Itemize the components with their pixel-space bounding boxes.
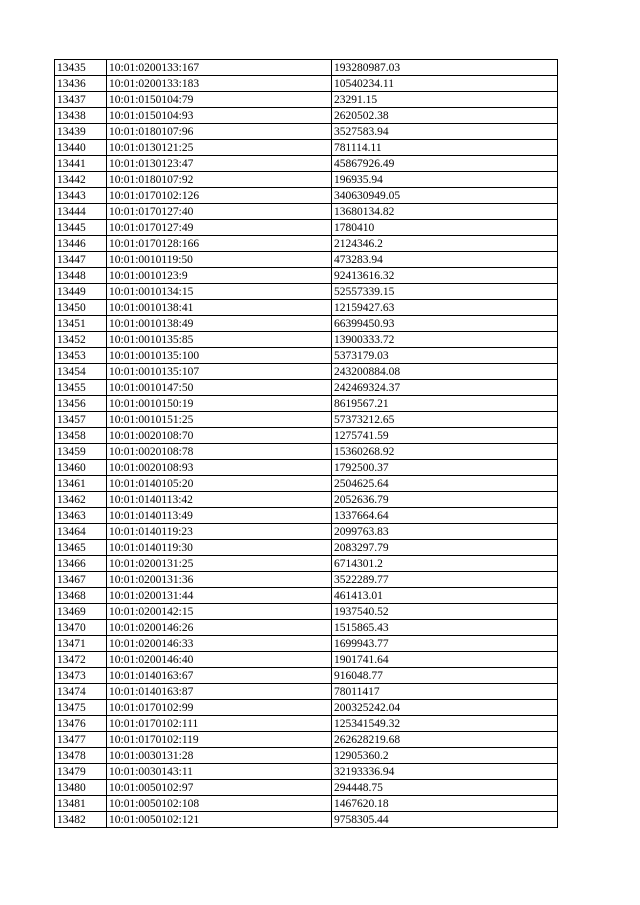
value-cell: 15360268.92 bbox=[332, 444, 558, 460]
cadastral-number-cell: 10:01:0200146:26 bbox=[107, 620, 332, 636]
row-number-cell: 13481 bbox=[55, 796, 107, 812]
value-cell: 5373179.03 bbox=[332, 348, 558, 364]
value-cell: 2504625.64 bbox=[332, 476, 558, 492]
row-number-cell: 13436 bbox=[55, 76, 107, 92]
row-number-cell: 13461 bbox=[55, 476, 107, 492]
row-number-cell: 13448 bbox=[55, 268, 107, 284]
table-row bbox=[55, 380, 558, 396]
table-row bbox=[55, 604, 558, 620]
cadastral-number-cell: 10:01:0130123:47 bbox=[107, 156, 332, 172]
table-row bbox=[55, 524, 558, 540]
value-cell: 1792500.37 bbox=[332, 460, 558, 476]
value-cell: 125341549.32 bbox=[332, 716, 558, 732]
table-body bbox=[55, 60, 558, 828]
table-row bbox=[55, 780, 558, 796]
table-row bbox=[55, 332, 558, 348]
value-cell: 1901741.64 bbox=[332, 652, 558, 668]
table-row bbox=[55, 732, 558, 748]
table-row bbox=[55, 812, 558, 828]
table-row bbox=[55, 444, 558, 460]
value-cell: 1699943.77 bbox=[332, 636, 558, 652]
row-number-cell: 13468 bbox=[55, 588, 107, 604]
value-cell: 2124346.2 bbox=[332, 236, 558, 252]
row-number-cell: 13466 bbox=[55, 556, 107, 572]
cadastral-number-cell: 10:01:0050102:121 bbox=[107, 812, 332, 828]
table-row bbox=[55, 364, 558, 380]
row-number-cell: 13463 bbox=[55, 508, 107, 524]
table-row bbox=[55, 316, 558, 332]
value-cell: 6714301.2 bbox=[332, 556, 558, 572]
cadastral-number-cell: 10:01:0020108:93 bbox=[107, 460, 332, 476]
table-row bbox=[55, 684, 558, 700]
table-row bbox=[55, 556, 558, 572]
table-row bbox=[55, 300, 558, 316]
table-row bbox=[55, 668, 558, 684]
table-row bbox=[55, 508, 558, 524]
table-row bbox=[55, 540, 558, 556]
cadastral-number-cell: 10:01:0010123:9 bbox=[107, 268, 332, 284]
value-cell: 8619567.21 bbox=[332, 396, 558, 412]
table-row bbox=[55, 92, 558, 108]
row-number-cell: 13477 bbox=[55, 732, 107, 748]
cadastral-number-cell: 10:01:0170102:111 bbox=[107, 716, 332, 732]
table-row bbox=[55, 140, 558, 156]
cadastral-number-cell: 10:01:0010151:25 bbox=[107, 412, 332, 428]
cadastral-number-cell: 10:01:0140113:42 bbox=[107, 492, 332, 508]
cadastral-number-cell: 10:01:0140113:49 bbox=[107, 508, 332, 524]
cadastral-number-cell: 10:01:0140105:20 bbox=[107, 476, 332, 492]
table-row bbox=[55, 76, 558, 92]
cadastral-number-cell: 10:01:0010147:50 bbox=[107, 380, 332, 396]
row-number-cell: 13457 bbox=[55, 412, 107, 428]
row-number-cell: 13444 bbox=[55, 204, 107, 220]
cadastral-number-cell: 10:01:0010135:100 bbox=[107, 348, 332, 364]
row-number-cell: 13475 bbox=[55, 700, 107, 716]
value-cell: 3522289.77 bbox=[332, 572, 558, 588]
row-number-cell: 13482 bbox=[55, 812, 107, 828]
table-row bbox=[55, 188, 558, 204]
value-cell: 3527583.94 bbox=[332, 124, 558, 140]
row-number-cell: 13441 bbox=[55, 156, 107, 172]
value-cell: 781114.11 bbox=[332, 140, 558, 156]
value-cell: 57373212.65 bbox=[332, 412, 558, 428]
row-number-cell: 13474 bbox=[55, 684, 107, 700]
cadastral-number-cell: 10:01:0140119:23 bbox=[107, 524, 332, 540]
cadastral-number-cell: 10:01:0170127:49 bbox=[107, 220, 332, 236]
cadastral-number-cell: 10:01:0200133:183 bbox=[107, 76, 332, 92]
cadastral-number-cell: 10:01:0020108:78 bbox=[107, 444, 332, 460]
table-row bbox=[55, 460, 558, 476]
row-number-cell: 13445 bbox=[55, 220, 107, 236]
value-cell: 1937540.52 bbox=[332, 604, 558, 620]
row-number-cell: 13455 bbox=[55, 380, 107, 396]
table-row bbox=[55, 284, 558, 300]
cadastral-number-cell: 10:01:0200133:167 bbox=[107, 60, 332, 76]
value-cell: 1275741.59 bbox=[332, 428, 558, 444]
cadastral-number-cell: 10:01:0150104:93 bbox=[107, 108, 332, 124]
value-cell: 2099763.83 bbox=[332, 524, 558, 540]
value-cell: 32193336.94 bbox=[332, 764, 558, 780]
cadastral-number-cell: 10:01:0150104:79 bbox=[107, 92, 332, 108]
value-cell: 1337664.64 bbox=[332, 508, 558, 524]
value-cell: 242469324.37 bbox=[332, 380, 558, 396]
cadastral-number-cell: 10:01:0200131:25 bbox=[107, 556, 332, 572]
table-row bbox=[55, 396, 558, 412]
row-number-cell: 13478 bbox=[55, 748, 107, 764]
cadastral-number-cell: 10:01:0010138:49 bbox=[107, 316, 332, 332]
table-row bbox=[55, 748, 558, 764]
cadastral-number-cell: 10:01:0140163:87 bbox=[107, 684, 332, 700]
cadastral-number-cell: 10:01:0200131:36 bbox=[107, 572, 332, 588]
row-number-cell: 13437 bbox=[55, 92, 107, 108]
row-number-cell: 13458 bbox=[55, 428, 107, 444]
cadastral-number-cell: 10:01:0010134:15 bbox=[107, 284, 332, 300]
cadastral-number-cell: 10:01:0140119:30 bbox=[107, 540, 332, 556]
cadastral-number-cell: 10:01:0050102:97 bbox=[107, 780, 332, 796]
cadastral-number-cell: 10:01:0180107:96 bbox=[107, 124, 332, 140]
row-number-cell: 13452 bbox=[55, 332, 107, 348]
row-number-cell: 13450 bbox=[55, 300, 107, 316]
cadastral-number-cell: 10:01:0020108:70 bbox=[107, 428, 332, 444]
value-cell: 340630949.05 bbox=[332, 188, 558, 204]
row-number-cell: 13472 bbox=[55, 652, 107, 668]
row-number-cell: 13442 bbox=[55, 172, 107, 188]
cadastral-number-cell: 10:01:0170127:40 bbox=[107, 204, 332, 220]
table-row bbox=[55, 428, 558, 444]
table-row bbox=[55, 348, 558, 364]
value-cell: 916048.77 bbox=[332, 668, 558, 684]
cadastral-number-cell: 10:01:0010138:41 bbox=[107, 300, 332, 316]
row-number-cell: 13454 bbox=[55, 364, 107, 380]
row-number-cell: 13447 bbox=[55, 252, 107, 268]
table-row bbox=[55, 268, 558, 284]
value-cell: 92413616.32 bbox=[332, 268, 558, 284]
value-cell: 10540234.11 bbox=[332, 76, 558, 92]
cadastral-number-cell: 10:01:0200146:33 bbox=[107, 636, 332, 652]
table-row bbox=[55, 236, 558, 252]
value-cell: 294448.75 bbox=[332, 780, 558, 796]
row-number-cell: 13467 bbox=[55, 572, 107, 588]
cadastral-number-cell: 10:01:0130121:25 bbox=[107, 140, 332, 156]
table-row bbox=[55, 204, 558, 220]
table-row bbox=[55, 412, 558, 428]
cadastral-number-cell: 10:01:0200146:40 bbox=[107, 652, 332, 668]
value-cell: 196935.94 bbox=[332, 172, 558, 188]
value-cell: 52557339.15 bbox=[332, 284, 558, 300]
table-row bbox=[55, 700, 558, 716]
table-row bbox=[55, 252, 558, 268]
table-row bbox=[55, 124, 558, 140]
row-number-cell: 13446 bbox=[55, 236, 107, 252]
table-row bbox=[55, 476, 558, 492]
value-cell: 2083297.79 bbox=[332, 540, 558, 556]
value-cell: 23291.15 bbox=[332, 92, 558, 108]
value-cell: 9758305.44 bbox=[332, 812, 558, 828]
table-row bbox=[55, 60, 558, 76]
cadastral-number-cell: 10:01:0010135:85 bbox=[107, 332, 332, 348]
value-cell: 1780410 bbox=[332, 220, 558, 236]
table-row bbox=[55, 588, 558, 604]
table-row bbox=[55, 620, 558, 636]
cadastral-number-cell: 10:01:0010135:107 bbox=[107, 364, 332, 380]
table-row bbox=[55, 156, 558, 172]
row-number-cell: 13465 bbox=[55, 540, 107, 556]
row-number-cell: 13469 bbox=[55, 604, 107, 620]
row-number-cell: 13460 bbox=[55, 460, 107, 476]
value-cell: 473283.94 bbox=[332, 252, 558, 268]
table-row bbox=[55, 796, 558, 812]
row-number-cell: 13479 bbox=[55, 764, 107, 780]
value-cell: 45867926.49 bbox=[332, 156, 558, 172]
table-row bbox=[55, 492, 558, 508]
value-cell: 1515865.43 bbox=[332, 620, 558, 636]
table-row bbox=[55, 652, 558, 668]
row-number-cell: 13462 bbox=[55, 492, 107, 508]
row-number-cell: 13473 bbox=[55, 668, 107, 684]
table-row bbox=[55, 172, 558, 188]
row-number-cell: 13453 bbox=[55, 348, 107, 364]
value-cell: 13680134.82 bbox=[332, 204, 558, 220]
value-cell: 243200884.08 bbox=[332, 364, 558, 380]
value-cell: 66399450.93 bbox=[332, 316, 558, 332]
value-cell: 78011417 bbox=[332, 684, 558, 700]
table-row bbox=[55, 108, 558, 124]
table-row bbox=[55, 764, 558, 780]
table-row bbox=[55, 572, 558, 588]
cadastral-number-cell: 10:01:0180107:92 bbox=[107, 172, 332, 188]
cadastral-number-cell: 10:01:0200142:15 bbox=[107, 604, 332, 620]
row-number-cell: 13476 bbox=[55, 716, 107, 732]
row-number-cell: 13449 bbox=[55, 284, 107, 300]
value-cell: 1467620.18 bbox=[332, 796, 558, 812]
cadastral-number-cell: 10:01:0050102:108 bbox=[107, 796, 332, 812]
cadastral-number-cell: 10:01:0170102:119 bbox=[107, 732, 332, 748]
row-number-cell: 13456 bbox=[55, 396, 107, 412]
row-number-cell: 13440 bbox=[55, 140, 107, 156]
row-number-cell: 13451 bbox=[55, 316, 107, 332]
row-number-cell: 13480 bbox=[55, 780, 107, 796]
cadastral-number-cell: 10:01:0200131:44 bbox=[107, 588, 332, 604]
row-number-cell: 13438 bbox=[55, 108, 107, 124]
cadastral-number-cell: 10:01:0170128:166 bbox=[107, 236, 332, 252]
value-cell: 262628219.68 bbox=[332, 732, 558, 748]
row-number-cell: 13471 bbox=[55, 636, 107, 652]
value-cell: 2620502.38 bbox=[332, 108, 558, 124]
cadastral-number-cell: 10:01:0170102:99 bbox=[107, 700, 332, 716]
value-cell: 2052636.79 bbox=[332, 492, 558, 508]
cadastral-number-cell: 10:01:0030131:28 bbox=[107, 748, 332, 764]
value-cell: 12159427.63 bbox=[332, 300, 558, 316]
table-row bbox=[55, 716, 558, 732]
cadastral-number-cell: 10:01:0140163:67 bbox=[107, 668, 332, 684]
table-row bbox=[55, 220, 558, 236]
value-cell: 13900333.72 bbox=[332, 332, 558, 348]
cadastral-number-cell: 10:01:0030143:11 bbox=[107, 764, 332, 780]
value-cell: 193280987.03 bbox=[332, 60, 558, 76]
cadastral-number-cell: 10:01:0010150:19 bbox=[107, 396, 332, 412]
value-cell: 200325242.04 bbox=[332, 700, 558, 716]
value-cell: 461413.01 bbox=[332, 588, 558, 604]
cadastral-number-cell: 10:01:0010119:50 bbox=[107, 252, 332, 268]
row-number-cell: 13470 bbox=[55, 620, 107, 636]
row-number-cell: 13435 bbox=[55, 60, 107, 76]
row-number-cell: 13459 bbox=[55, 444, 107, 460]
table-row bbox=[55, 636, 558, 652]
row-number-cell: 13443 bbox=[55, 188, 107, 204]
cadastral-number-cell: 10:01:0170102:126 bbox=[107, 188, 332, 204]
row-number-cell: 13439 bbox=[55, 124, 107, 140]
value-cell: 12905360.2 bbox=[332, 748, 558, 764]
row-number-cell: 13464 bbox=[55, 524, 107, 540]
data-table bbox=[54, 59, 558, 828]
